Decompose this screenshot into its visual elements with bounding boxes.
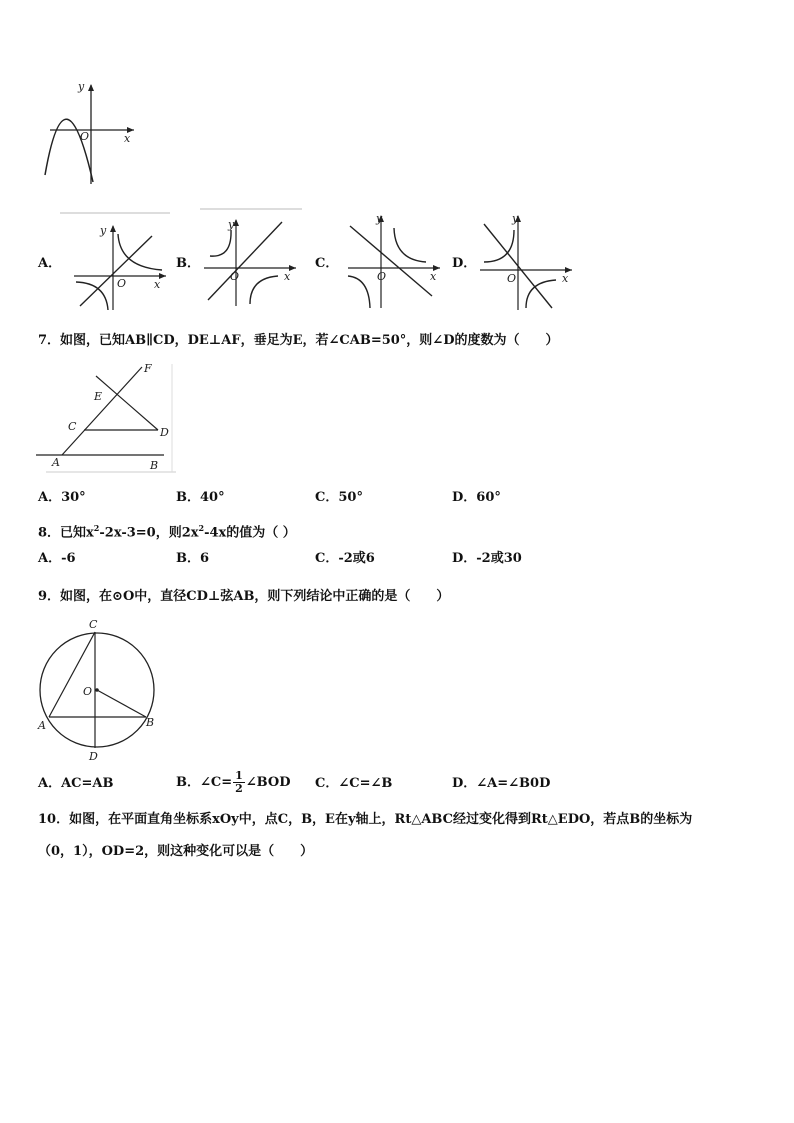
option-d-graph [474,212,578,312]
question-9-figure [34,614,164,764]
y-axis-label: y [78,80,85,93]
x-axis-label: x [562,272,569,285]
q9-option-d: D．∠A=∠B0D [452,776,551,791]
origin-label: O [117,277,127,290]
x-axis-label: x [284,270,291,283]
q9-option-b: B．∠C= $\frac{1}{2}$ ∠BOD [176,769,291,795]
question-7-figure [36,362,176,474]
question-9-stem: 9．如图，在⊙O中，直径CD⊥弦AB，则下列结论中正确的是（ ） [38,589,450,604]
y-axis-label: y [100,224,107,237]
point-b-label: B [146,716,155,729]
option-a-label: A． [38,256,62,271]
x-axis-label: x [124,132,131,145]
y-axis-label: y [512,212,519,225]
q8-option-a: A．-6 [38,551,76,566]
question-10-line-1: 10．如图，在平面直角坐标系xOy中，点C，B，E在y轴上，Rt△ABC经过变化得到Rt△EDO，若点B的坐标为 [38,812,693,827]
fraction-one-half: $\frac{1}{2}$ [235,769,243,795]
q7-option-c: C．50° [315,490,363,505]
option-c-label: C． [315,256,339,271]
q7-option-b: B．40° [176,490,225,505]
q8-option-d: D．-2或30 [452,551,522,566]
parabola-graph [36,80,146,190]
point-a-label: A [52,456,60,469]
option-b-label: B． [176,256,200,271]
question-8-stem: 8．已知$x^2-2x-3=0$，则$2x^2-4x$的值为（ ） [38,523,296,541]
x-axis-label: x [154,278,161,291]
option-d-label: D． [452,256,477,271]
point-d-label: D [160,426,169,439]
point-f-label: F [144,362,152,375]
point-e-label: E [94,390,103,403]
origin-label: O [507,272,517,285]
point-c-label: C [68,420,77,433]
q8-option-b: B．6 [176,551,210,566]
x-axis-label: x [430,270,437,283]
q9-option-c: C．∠C=∠B [315,776,393,791]
point-d-label: D [89,750,98,763]
origin-label: O [230,270,240,283]
point-a-label: A [38,719,46,732]
q7-option-d: D．60° [452,490,501,505]
option-c-graph [342,212,446,312]
q9-option-a: A．AC=AB [38,776,114,791]
option-a-graph [60,212,172,312]
q7-option-a: A．30° [38,490,86,505]
question-10-line-2: （0，1），OD=2，则这种变化可以是（ ） [38,844,314,859]
option-b-graph [198,208,302,312]
point-b-label: B [150,459,159,472]
origin-label: O [80,130,90,143]
point-o-label: O [83,685,93,698]
y-axis-label: y [376,212,383,225]
y-axis-label: y [228,218,235,231]
origin-label: O [377,270,387,283]
question-7-stem: 7．如图，已知AB∥CD，DE⊥AF，垂足为E，若∠CAB=50°，则∠D的度数为（ ） [38,333,559,348]
point-c-label: C [89,618,98,631]
q8-option-c: C．-2或6 [315,551,375,566]
